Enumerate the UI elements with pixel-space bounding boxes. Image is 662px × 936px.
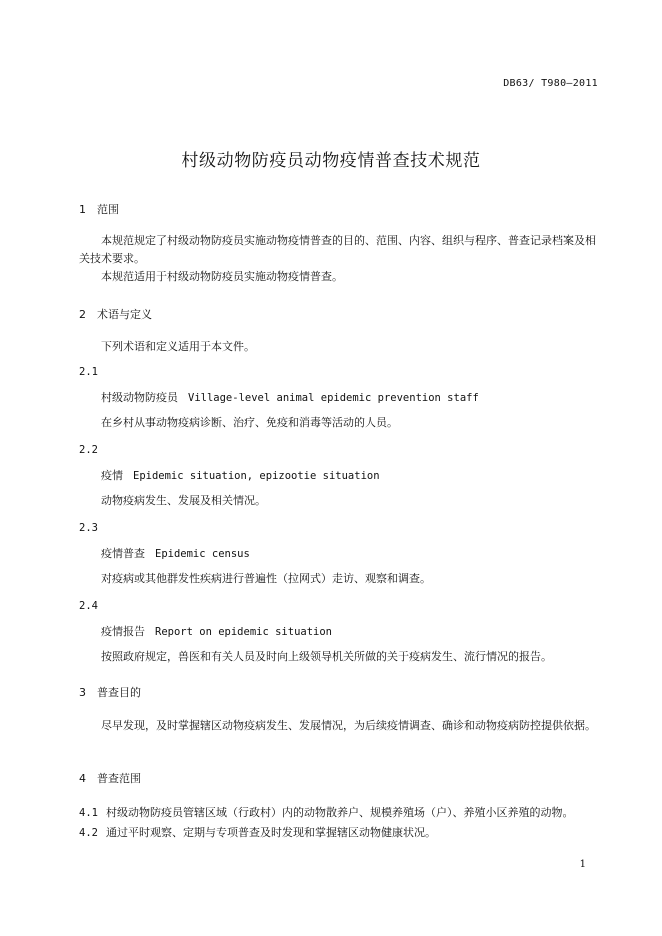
section-number: 1 bbox=[79, 203, 86, 216]
page-number: 1 bbox=[579, 859, 586, 870]
document-number: DB63/ T980—2011 bbox=[503, 78, 598, 89]
section-number: 4 bbox=[79, 772, 86, 785]
section-title: 普查范围 bbox=[97, 772, 141, 785]
clause-number: 2.3 bbox=[79, 522, 98, 534]
term-definition: 对疫病或其他群发性疾病进行普遍性（拉网式）走访、观察和调查。 bbox=[101, 572, 431, 585]
section-4-item bbox=[79, 804, 573, 820]
term-chinese: 村级动物防疫员 bbox=[101, 391, 178, 404]
clause-number: 2.2 bbox=[79, 444, 98, 456]
section-1-paragraph-1: 本规范规定了村级动物防疫员实施动物疫情普查的目的、范围、内容、组织与程序、普查记录档案及相关技术要求。 bbox=[79, 234, 596, 265]
term-definition: 动物疫病发生、发展及相关情况。 bbox=[101, 494, 266, 507]
term-entry bbox=[101, 623, 332, 639]
section-2-heading bbox=[79, 306, 152, 322]
section-4-item bbox=[79, 824, 436, 840]
term-english: Report on epidemic situation bbox=[155, 626, 333, 638]
term-chinese: 疫情普查 bbox=[101, 547, 145, 560]
section-1-heading bbox=[79, 201, 119, 217]
term-entry bbox=[101, 389, 479, 405]
section-title: 术语与定义 bbox=[97, 308, 152, 321]
section-title: 范围 bbox=[97, 203, 119, 216]
clause-number: 2.4 bbox=[79, 600, 98, 612]
section-3-heading bbox=[79, 684, 141, 700]
section-title: 普查目的 bbox=[97, 686, 141, 699]
term-entry bbox=[101, 467, 380, 483]
term-english: Epidemic census bbox=[155, 548, 250, 560]
item-number: 4.1 bbox=[79, 807, 98, 819]
document-title: 村级动物防疫员动物疫情普查技术规范 bbox=[181, 151, 481, 171]
section-1-paragraph-2: 本规范适用于村级动物防疫员实施动物疫情普查。 bbox=[101, 270, 343, 283]
item-text: 通过平时观察、定期与专项普查及时发现和掌握辖区动物健康状况。 bbox=[105, 826, 436, 839]
section-number: 2 bbox=[79, 308, 86, 321]
term-english: Village-level animal epidemic prevention staff bbox=[188, 392, 479, 404]
section-2-intro: 下列术语和定义适用于本文件。 bbox=[101, 340, 255, 353]
term-chinese: 疫情报告 bbox=[101, 625, 145, 638]
term-chinese: 疫情 bbox=[101, 469, 123, 482]
section-4-heading bbox=[79, 770, 141, 786]
term-definition: 在乡村从事动物疫病诊断、治疗、免疫和消毒等活动的人员。 bbox=[101, 416, 398, 429]
item-text: 村级动物防疫员管辖区域（行政村）内的动物散养户、规模养殖场（户）、养殖小区养殖的动物。 bbox=[105, 806, 574, 819]
section-3-paragraph: 尽早发现，及时掌握辖区动物疫病发生、发展情况，为后续疫情调查、确诊和动物疫病防控提供依据。 bbox=[101, 719, 596, 732]
term-entry bbox=[101, 545, 250, 561]
term-english: Epidemic situation, epizootie situation bbox=[133, 470, 380, 482]
section-number: 3 bbox=[79, 686, 86, 699]
item-number: 4.2 bbox=[79, 827, 98, 839]
clause-number: 2.1 bbox=[79, 366, 98, 378]
term-definition: 按照政府规定，兽医和有关人员及时向上级领导机关所做的关于疫病发生、流行情况的报告。 bbox=[101, 650, 552, 663]
